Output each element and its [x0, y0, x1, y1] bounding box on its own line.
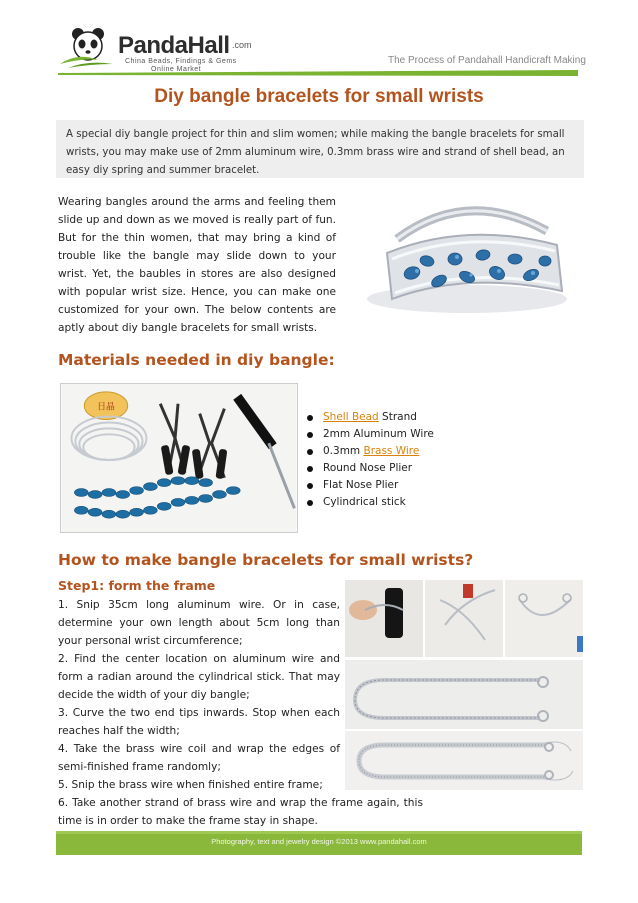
list-item — [307, 426, 434, 443]
list-item-text: 0.3mm — [323, 445, 364, 457]
bullet-icon — [307, 449, 313, 455]
step-item: 4. Take the brass wire coil and wrap the edges of semi-finished frame randomly; — [58, 743, 340, 773]
materials-list — [307, 409, 434, 511]
list-item-text: 2mm Aluminum Wire — [323, 428, 434, 440]
bullet-icon — [307, 483, 313, 489]
materials-heading: Materials needed in diy bangle: — [58, 351, 335, 369]
brand-subtitle-2: Online Market — [151, 66, 202, 73]
bullet-icon — [307, 415, 313, 421]
bullet-icon — [307, 432, 313, 438]
materials-photo — [60, 383, 298, 533]
bullet-icon — [307, 466, 313, 472]
step1-photo-frame — [345, 660, 583, 729]
list-item-text: Strand — [378, 411, 417, 423]
footer-stripe — [56, 831, 582, 834]
list-item — [307, 477, 434, 494]
pandahall-logo[interactable] — [58, 22, 252, 74]
list-item — [307, 494, 434, 511]
intro-paragraph: Wearing bangles around the arms and feeling them slide up and down as we moved is really part of fun. But for the thin women, that may bring a kind of trouble like the bangle may slide down to your wrist. Yet, the baubles in stores are also designed with popular wrist size. Hence, you can make one customized for your own. The below contents are aptly about diy bangle bracelets for small wrists. — [58, 196, 336, 334]
list-item — [307, 443, 434, 460]
brand-subtitle: China Beads, Findings & Gems — [125, 58, 237, 65]
brass-wire-link[interactable]: Brass Wire — [363, 445, 420, 457]
shell-bead-link[interactable]: Shell Bead — [323, 411, 379, 423]
list-item-text: Cylindrical stick — [323, 496, 406, 508]
list-item-text: Flat Nose Plier — [323, 479, 399, 491]
footer-credit: Photography, text and jewelry design ©2013 www.pandahall.com — [211, 837, 427, 846]
page-footer — [56, 831, 582, 855]
header-divider — [58, 70, 578, 76]
page-header — [58, 22, 586, 74]
bangle-photo — [347, 181, 582, 328]
brand-suffix: .com — [232, 40, 252, 50]
step1-title: Step1: form the frame — [58, 578, 216, 593]
step-item: 2. Find the center location on aluminum wire and form a radian around the cylindrical stick. That may decide the width of your diy bangle; — [58, 653, 340, 701]
step-item: 3. Curve the two end tips inwards. Stop when each reaches half the width; — [58, 707, 340, 737]
step1-photo-cylinder — [345, 580, 583, 657]
step-item: 6. Take another strand of brass wire and wrap the frame again, this time is in order to make the frame stay in shape. — [58, 797, 423, 827]
howto-heading: How to make bangle bracelets for small wrists? — [58, 551, 474, 569]
step-item: 5. Snip the brass wire when finished entire frame; — [58, 779, 323, 791]
step-item: 1. Snip 35cm long aluminum wire. Or in case, determine your own length about 5cm long than your personal wrist circumference; — [58, 599, 340, 647]
bamboo-leaf-icon — [58, 50, 118, 70]
list-item-text: Round Nose Plier — [323, 462, 413, 474]
header-tagline: The Process of Pandahall Handicraft Making — [388, 55, 586, 66]
brand-name: PandaHall — [118, 32, 230, 59]
step1-photo-wrapped-frame — [345, 731, 583, 790]
summary-box: A special diy bangle project for thin and slim women; while making the bangle bracelets for small wrists, you may make use of 2mm aluminum wire, 0.3mm brass wire and strand of shell bead, an easy diy spring and summer bracelet. — [56, 120, 584, 178]
step1-instructions — [58, 596, 423, 830]
list-item — [307, 460, 434, 477]
bullet-icon — [307, 500, 313, 506]
page-title: Diy bangle bracelets for small wrists — [154, 86, 484, 107]
list-item — [307, 409, 434, 426]
spool-label: 日晶 — [97, 402, 115, 413]
